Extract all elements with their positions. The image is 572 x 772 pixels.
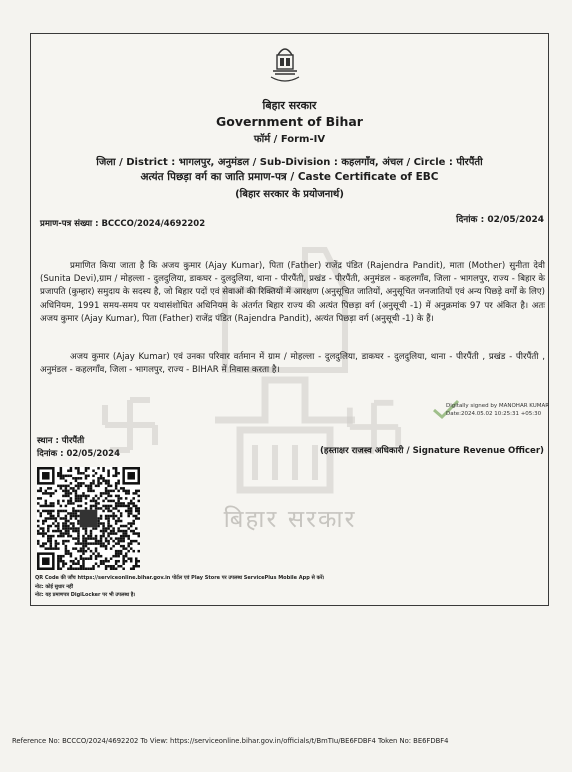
- digital-signature-signer: Digitally signed by MANOHAR KUMAR: [446, 403, 550, 409]
- gov-english-title: Government of Bihar: [216, 114, 363, 129]
- certificate-number: प्रमाण-पत्र संख्या : BCCCO/2024/4692202: [40, 219, 206, 229]
- place-date-line: दिनांक : 02/05/2024: [37, 449, 121, 459]
- certificate-date: दिनांक : 02/05/2024: [456, 215, 544, 225]
- form-label: फॉर्म / Form-IV: [253, 134, 326, 145]
- gov-hindi-title: बिहार सरकार: [262, 99, 317, 112]
- certificate-paragraph-1: प्रमाणित किया जाता है कि अजय कुमार (Ajay Kumar), पिता (Father) राजेंद्र पंडित (Rajendra Pandit), माता (Mother) सुनीता देवी (Sunita Devi),ग्राम / मोहल्ला - दुलदुलिया, डाकघर - दुलदुलिया, थाना - पीरपैंती, प्रखंड - पीरपैंती, अनुमंडल - कहलगाँव, जिला - भागलपुर, राज्य - बिहार के प्रजापति (कुम्हार) समुदाय के सदस्य है, जो बिहार पदों एवं सेवाओं की रिक्तियों में आरक्षण (अनुसूचित जातियों, अनुसूचित जनजातियों एवं अन्य पिछड़े वर्गों के लिए) अधिनियम, 1991 समय-समय पर यथासंशोधित अधिनियम के अंतर्गत बिहार राज्य की अत्यंत पिछड़ा वर्ग (अनुसूची -1) में अनुक्रमांक 97 पर अंकित है। अतः अजय कुमार (Ajay Kumar), पिता (Father) राजेंद्र पंडित (Rajendra Pandit), अत्यंत पिछड़ा वर्ग (अनुसूची -1) के हैं।: [40, 261, 545, 324]
- district-line: जिला / District : भागलपुर, अनुमंडल / Sub-Division : कहलगाँव, अंचल / Circle : पीरपैंती: [96, 157, 483, 168]
- qr-code-icon: [37, 467, 140, 570]
- certificate-title: अत्यंत पिछड़ा वर्ग का जाति प्रमाण-पत्र / Caste Certificate of EBC: [140, 171, 439, 183]
- place-line: स्थान : पीरपैंती: [37, 436, 85, 446]
- certificate-subtitle: (बिहार सरकार के प्रयोजनार्थ): [235, 189, 344, 200]
- qr-note-3: नोट: यह प्रमाणपत्र DigiLocker पर भी उपलब्ध है।: [35, 592, 136, 598]
- place-block: [37, 435, 120, 461]
- reference-footer: Reference No: BCCCO/2024/4692202 To View: https://serviceonline.bihar.gov.in/officials/t/BmTIu/BE6FDBF4 Token No: BE6FDBF4: [12, 737, 449, 745]
- certificate-paragraph-2: अजय कुमार (Ajay Kumar) एवं उनका परिवार वर्तमान में ग्राम / मोहल्ला - दुलदुलिया, डाकघर - दुलदुलिया, थाना - पीरपैंती , प्रखंड - पीरपैंती , अनुमंडल - कहलगाँव, जिला - भागलपुर, राज्य - BIHAR में निवास करता है।: [40, 352, 545, 376]
- watermark-text: बिहार सरकार: [223, 505, 357, 533]
- qr-note-1: QR Code की जाँच https://serviceonline.bihar.gov.in पोर्टल एवं Play Store पर उपलब्ध ServicePlus Mobile App से करें।: [35, 575, 325, 581]
- digital-signature-date: Date:2024.05.02 10:25:31 +05:30: [446, 411, 542, 417]
- qr-notes: [35, 574, 324, 600]
- signature-revenue-officer: (हस्ताक्षर राजस्व अधिकारी / Signature Revenue Officer): [319, 446, 544, 456]
- digital-signature: [446, 402, 549, 418]
- bihar-emblem-icon: [268, 41, 302, 85]
- qr-note-2: नोट: कोई सुधार नहीं: [35, 583, 73, 590]
